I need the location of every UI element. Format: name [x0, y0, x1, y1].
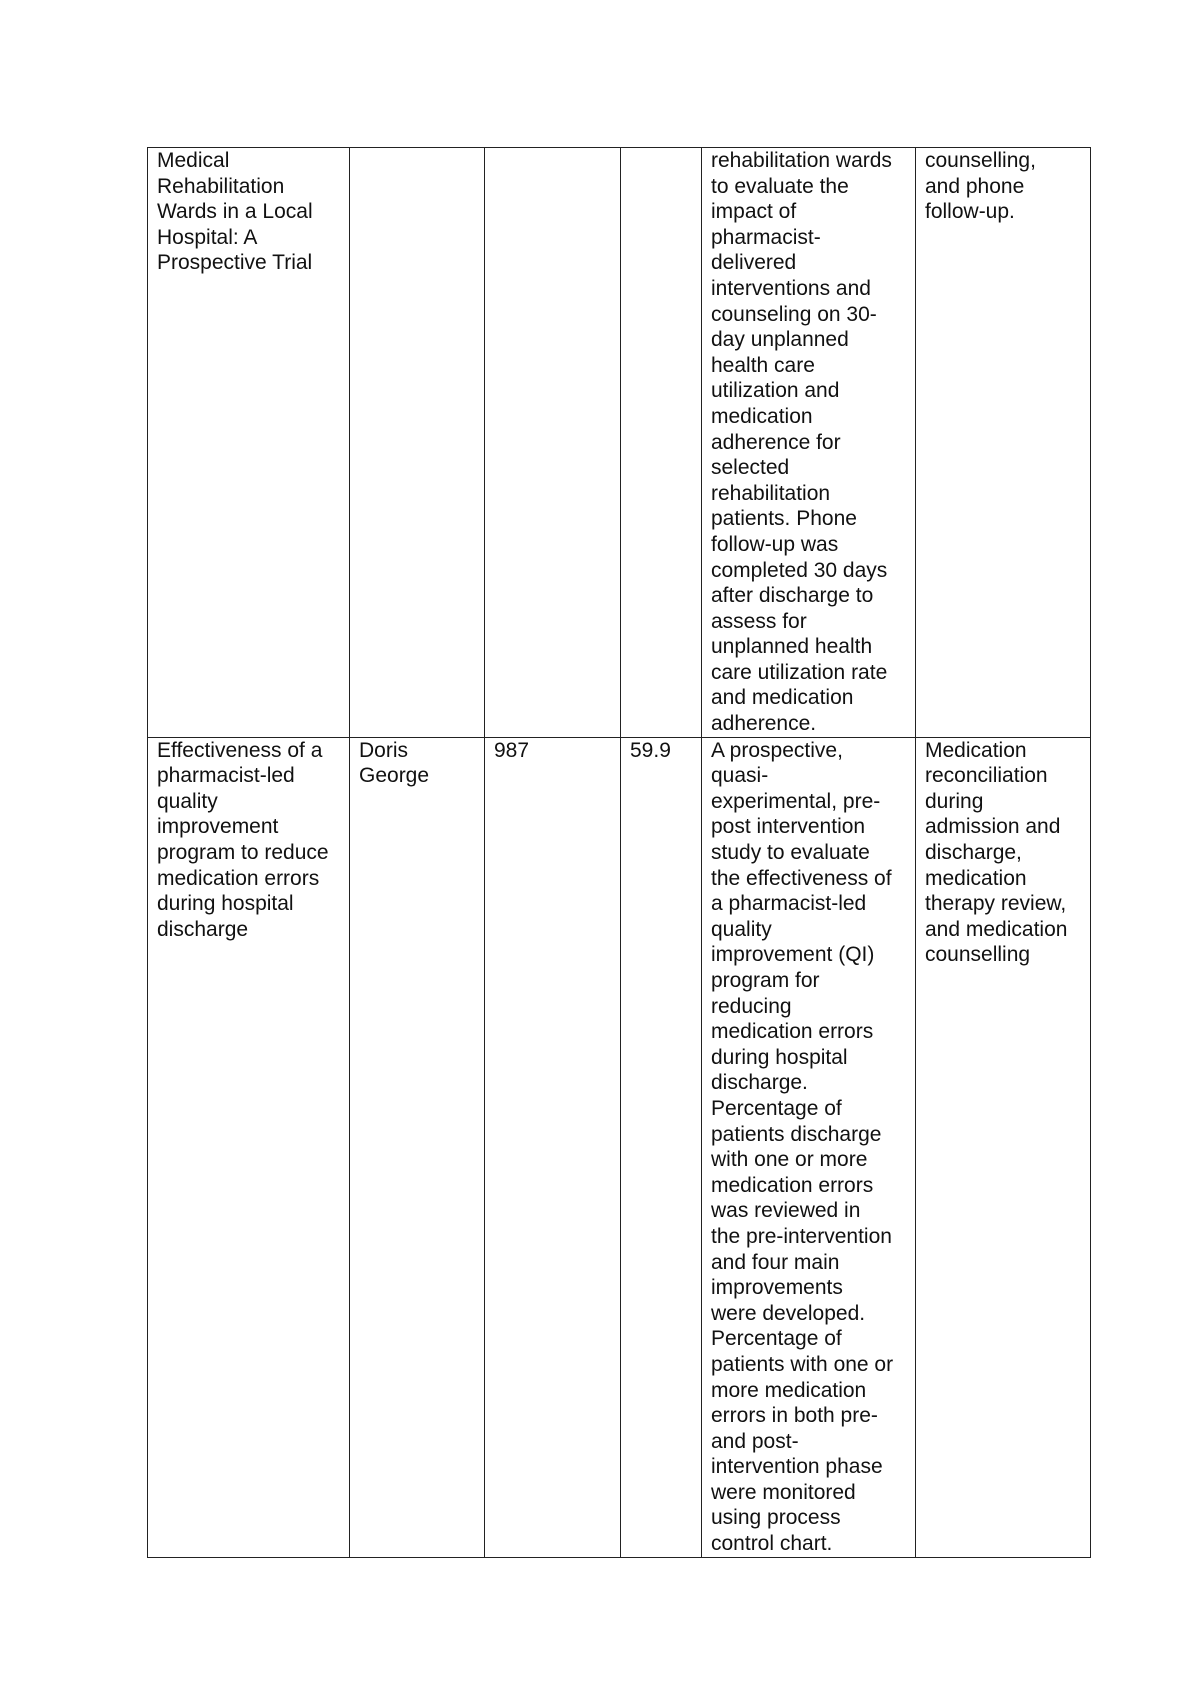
author-cell: Doris George [350, 737, 485, 1557]
value-cell [621, 148, 702, 738]
study-description-cell: A prospective, quasi- experimental, pre- post intervention study to evaluate the effectiveness of a pharmacist-led quality improvement (QI) program for reducing medication errors during hospital discharge. Percentage of patients discharge with one or more medication errors was reviewed in the pre-intervention and four main improvements were developed. Percentage of patients with one or more medication errors in both pre- and post- intervention phase were monitored using process control chart. [702, 737, 916, 1557]
study-title-cell: Effectiveness of a pharmacist-led quality improvement program to reduce medication errors during hospital discharge [148, 737, 350, 1557]
sample-size-cell: 987 [485, 737, 621, 1557]
sample-size-cell [485, 148, 621, 738]
intervention-cell: counselling, and phone follow-up. [916, 148, 1091, 738]
value-cell: 59.9 [621, 737, 702, 1557]
intervention-cell: Medication reconciliation during admission and discharge, medication therapy review, and medication counselling [916, 737, 1091, 1557]
study-title-cell: Medical Rehabilitation Wards in a Local Hospital: A Prospective Trial [148, 148, 350, 738]
author-cell [350, 148, 485, 738]
study-description-cell: rehabilitation wards to evaluate the impact of pharmacist- delivered interventions and counseling on 30- day unplanned health care utilization and medication adherence for selected rehabilitation patients. Phone follow-up was completed 30 days after discharge to assess for unplanned health care utilization rate and medication adherence. [702, 148, 916, 738]
table-row [148, 148, 1091, 738]
study-table [147, 147, 1091, 1558]
table-row [148, 737, 1091, 1557]
